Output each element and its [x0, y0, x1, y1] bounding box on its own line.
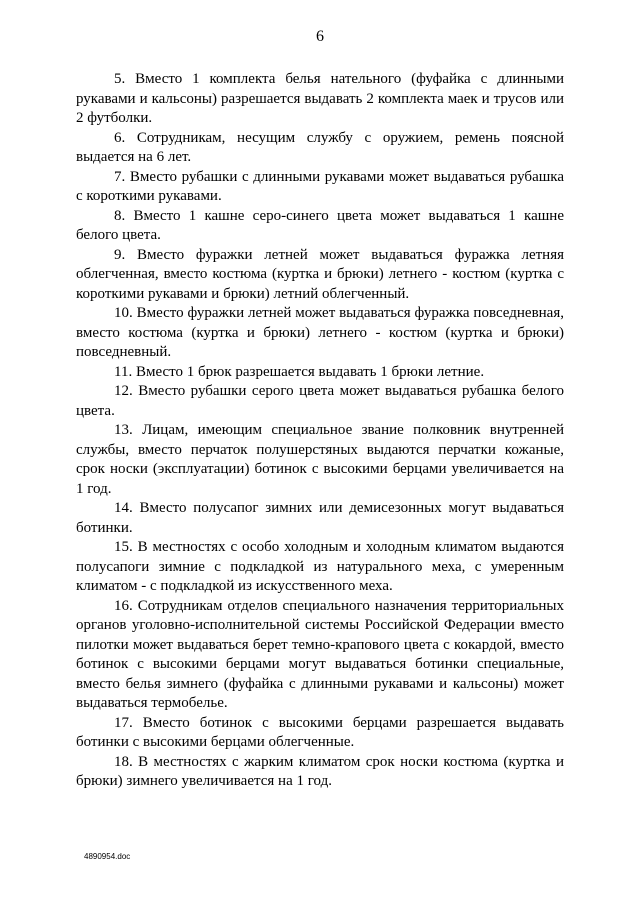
- paragraph-5: 5. Вместо 1 комплекта белья нательного (фуфайка с длинными рукавами и кальсоны) разрешается выдавать 2 комплекта маек и трусов или 2 футболки.: [76, 71, 564, 126]
- document-id: 4890954.doc: [84, 852, 131, 861]
- page-number: 6: [316, 28, 324, 45]
- paragraph-13: 13. Лицам, имеющим специальное звание полковник внутренней службы, вместо перчаток полушерстяных выдаются перчатки кожаные, срок носки (эксплуатации) ботинок с высокими берцами увеличивается на 1 год.: [76, 422, 564, 497]
- paragraph-9: 9. Вместо фуражки летней может выдаваться фуражка летняя облегченная, вместо костюма (куртка и брюки) летнего - костюм (куртка с короткими рукавами и брюки) летний облегченный.: [76, 246, 564, 302]
- paragraph-6: 6. Сотрудникам, несущим службу с оружием, ремень поясной выдается на 6 лет.: [76, 129, 564, 165]
- paragraph-8: 8. Вместо 1 кашне серо-синего цвета может выдаваться 1 кашне белого цвета.: [76, 207, 564, 243]
- paragraph-11: 11. Вместо 1 брюк разрешается выдавать 1 брюки летние.: [114, 363, 485, 380]
- paragraph-18: 18. В местностях с жарким климатом срок носки костюма (куртка и брюки) зимнего увеличивается на 1 год.: [76, 753, 564, 789]
- paragraph-10: 10. Вместо фуражки летней может выдаваться фуражка повседневная, вместо костюма (куртка и брюки) летнего - костюм (куртка и брюки) повседневный.: [76, 305, 564, 360]
- paragraph-16: 16. Сотрудникам отделов специального назначения территориальных органов уголовно-исполнительной системы Российской Федерации вместо пилотки может выдаваться берет темно-крапового цвета с кокардой, вместо ботинок с высокими берцами могут выдаваться ботинки специальные, вместо белья зимнего (фуфайка с длинными рукавами и кальсоны) может выдаваться термобелье.: [76, 597, 564, 711]
- paragraph-7: 7. Вместо рубашки с длинными рукавами может выдаваться рубашка с короткими рукавами.: [76, 168, 564, 204]
- paragraph-14: 14. Вместо полусапог зимних или демисезонных могут выдаваться ботинки.: [76, 500, 564, 536]
- paragraph-15: 15. В местностях с особо холодным и холодным климатом выдаются полусапоги зимние с подкладкой из натурального меха, с умеренным климатом - с подкладкой из искусственного меха.: [76, 539, 564, 594]
- paragraph-12: 12. Вместо рубашки серого цвета может выдаваться рубашка белого цвета.: [76, 383, 564, 419]
- document-body: [76, 70, 564, 792]
- paragraph-17: 17. Вместо ботинок с высокими берцами разрешается выдавать ботинки с высокими берцами облегченные.: [76, 714, 564, 750]
